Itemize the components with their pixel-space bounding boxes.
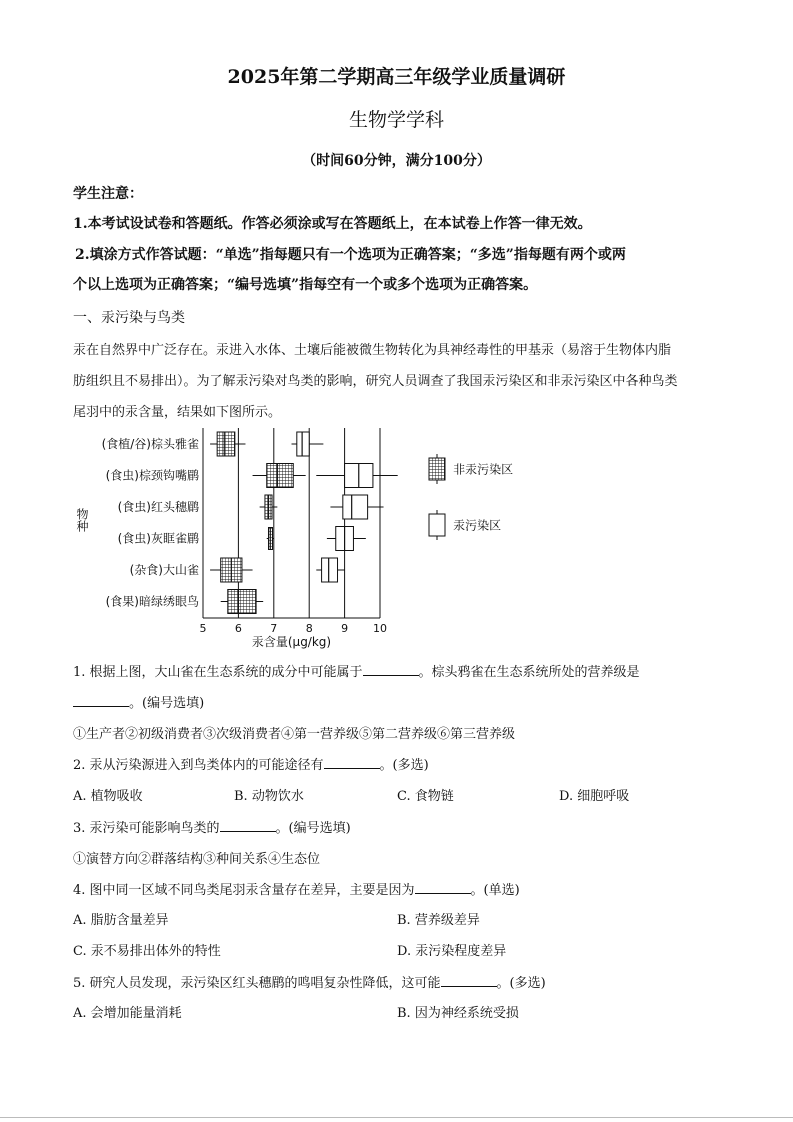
q1-text-a: 1. 根据上图，大山雀在生态系统的成分中可能属于: [73, 665, 363, 680]
question-1-options: ①生产者②初级消费者③次级消费者④第一营养级⑤第二营养级⑥第三营养级: [73, 727, 516, 742]
q4-option-b[interactable]: B. 营养级差异: [397, 913, 480, 928]
x-axis-label: 汞含量(μg/kg): [251, 635, 332, 649]
question-4-stem: [73, 879, 733, 898]
q4-blank[interactable]: [415, 881, 471, 894]
x-tick-label-5: 5: [199, 622, 207, 635]
q4-text-b: 。(单选): [470, 883, 520, 898]
q2-option-c[interactable]: C. 食物链: [397, 789, 454, 804]
y-axis-label: 物种: [75, 508, 89, 532]
category-label-4: (杂食)大山雀: [129, 563, 199, 577]
box-nonpolluted-5: [228, 590, 256, 614]
intro-line-3: 尾羽中的汞含量，结果如下图所示。: [73, 405, 282, 420]
category-label-2: (食虫)红头穗鹛: [117, 500, 199, 514]
question-3-options: ①演替方向②群落结构③种间关系④生态位: [73, 852, 321, 867]
legend-polluted: [426, 510, 501, 540]
box-polluted-2: [343, 495, 368, 519]
q2-text-a: 2. 汞从污染源进入到鸟类体内的可能途径有: [73, 758, 324, 773]
q4-text-a: 4. 图中同一区域不同鸟类尾羽汞含量存在差异，主要是因为: [73, 883, 415, 898]
legend-label-non-polluted: 非汞污染区: [453, 462, 514, 477]
legend-non-polluted: [426, 454, 513, 484]
notice-item-2-line-1: 2.填涂方式作答试题：“单选”指每题只有一个选项为正确答案；“多选”指每题有两个或两: [75, 247, 626, 263]
intro-line-1: 汞在自然界中广泛存在。汞进入水体、土壤后能被微生物转化为具神经毒性的甲基汞（易溶于生物体内脂: [73, 343, 672, 358]
q5-text-a: 5. 研究人员发现，汞污染区红头穗鹛的鸣唱复杂性降低，这可能: [73, 976, 441, 991]
page-bottom-rule: [0, 1117, 793, 1118]
q2-blank[interactable]: [324, 756, 380, 769]
q1-blank-2[interactable]: [73, 694, 129, 707]
q4-option-c[interactable]: C. 汞不易排出体外的特性: [73, 944, 221, 959]
q2-option-a[interactable]: A. 植物吸收: [73, 789, 143, 804]
notice-heading: 学生注意：: [73, 186, 143, 202]
q1-text-b: 。棕头鸦雀在生态系统所处的营养级是: [418, 665, 640, 680]
q1-blank-1[interactable]: [363, 663, 419, 676]
question-1-line-1: [73, 661, 733, 680]
box-polluted-4: [322, 558, 338, 582]
x-tick-label-9: 9: [341, 622, 349, 635]
notice-item-1: 1.本考试设试卷和答题纸。作答必须涂或写在答题纸上，在本试卷上作答一律无效。: [73, 216, 592, 232]
exam-time-info: （时间60分钟，满分100分）: [302, 153, 491, 169]
q4-option-a[interactable]: A. 脂肪含量差异: [73, 913, 169, 928]
category-label-3: (食虫)灰眶雀鹛: [117, 531, 199, 546]
intro-line-2: 肪组织且不易排出）。为了解汞污染对鸟类的影响，研究人员调查了我国汞污染区和非汞污染区中各种鸟类: [73, 374, 678, 389]
x-tick-label-7: 7: [270, 622, 278, 635]
question-3-stem: [73, 817, 733, 836]
x-tick-label-6: 6: [234, 622, 242, 635]
question-5-stem: [73, 972, 733, 991]
legend-swatch-non-polluted: [426, 454, 448, 484]
question-2-stem: [73, 754, 733, 773]
question-1-line-2: [73, 692, 733, 711]
box-nonpolluted-1: [267, 464, 294, 488]
exam-title: 2025年第二学期高三年级学业质量调研: [227, 66, 566, 88]
q2-option-b[interactable]: B. 动物饮水: [234, 789, 304, 804]
q5-blank[interactable]: [441, 974, 497, 987]
q3-text-b: 。(编号选填): [275, 821, 351, 836]
category-label-0: (食植/谷)棕头雅雀: [101, 437, 199, 451]
exam-subject: 生物学学科: [348, 109, 444, 131]
q3-text-a: 3. 汞污染可能影响鸟类的: [73, 821, 220, 836]
q5-option-b[interactable]: B. 因为神经系统受损: [397, 1006, 519, 1021]
q4-option-d[interactable]: D. 汞污染程度差异: [397, 944, 507, 959]
q2-text-b: 。(多选): [379, 758, 429, 773]
category-label-1: (食虫)棕颈钩嘴鹛: [105, 468, 199, 483]
x-tick-label-10: 10: [373, 622, 387, 635]
legend-swatch-polluted: [426, 510, 448, 540]
q5-option-a[interactable]: A. 会增加能量消耗: [73, 1006, 182, 1021]
q1-text-c: 。(编号选填): [129, 696, 205, 711]
category-label-5: (食果)暗绿绣眼鸟: [105, 594, 199, 609]
box-nonpolluted-0: [217, 432, 235, 456]
section-heading: 一、汞污染与鸟类: [73, 310, 185, 326]
x-tick-label-8: 8: [305, 622, 313, 635]
legend-label-polluted: 汞污染区: [453, 518, 502, 533]
box-polluted-0: [297, 432, 309, 456]
q2-option-d[interactable]: D. 细胞呼吸: [559, 789, 630, 804]
q5-text-b: 。(多选): [496, 976, 546, 991]
notice-item-2-line-2: 个以上选项为正确答案；“编号选填”指每空有一个或多个选项为正确答案。: [73, 277, 538, 293]
q3-blank[interactable]: [220, 819, 276, 832]
